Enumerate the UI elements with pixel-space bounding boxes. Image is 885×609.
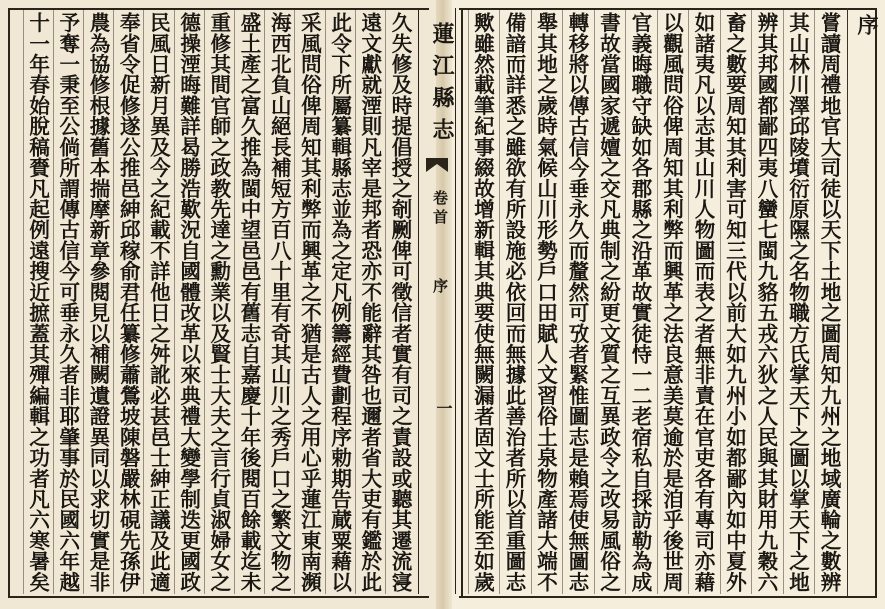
right-page-column-12: 歟雖然載筆紀事綴故增新輯其典要使無闕漏者固文士所能至如歲: [470, 12, 495, 592]
volume-label: 卷首: [431, 190, 449, 228]
column-rule: [783, 10, 784, 594]
left-page-column-6: 盛土產之富久推為閩中望邑邑有舊志自嘉慶十年後閱百餘載迄未: [237, 12, 261, 592]
left-page-column-10: 奉省令促修遂公推邑紳邱稼俞君任纂修蕭鶯坡陳磐嚴林硯先孫伊: [116, 12, 141, 592]
column-rule: [720, 10, 721, 594]
left-page-column-3: 此令下所屬纂輯縣志並為之定凡例籌經費劃程序勅期告蕆粟藉以: [327, 12, 352, 592]
column-rule: [23, 10, 24, 594]
column-rule: [204, 10, 205, 594]
column-rule: [83, 10, 84, 594]
left-page-column-1: 久失修及時提倡授之剞劂俾可徵信者實有司之責設或聽其遷流寖: [388, 12, 412, 592]
column-rule: [499, 10, 500, 594]
column-rule: [174, 10, 175, 594]
right-page-column-4: 畜之數要周知其利害可知三代以前大如九州小如都鄙內如中夏外: [722, 12, 747, 592]
column-rule: [53, 10, 54, 594]
left-page-column-5: 海西北負山絕長補短方百八十里有奇其山川之秀戶口之繁文物之: [267, 12, 292, 592]
page-number: 一: [434, 400, 453, 416]
right-page-column-5: 如諸夷凡以志其山川人物圖而表之者無非責在官吏各有專司亦藉: [691, 12, 715, 592]
right-page-column-1: 嘗讀周禮地官大司徒以天下土地之圖周知九州之地域廣輪之數辨: [817, 12, 841, 592]
left-page-column-2: 遠文獻就湮則凡宰是邦者恐亦不能辭其咎也邇者省大吏有鑑於此: [357, 12, 382, 592]
right-page-column-9: 轉移將以傳古信今垂永久而釐然可攷者緊惟圖志是賴焉使無圖志: [565, 12, 589, 592]
left-page-column-8: 德操湮晦難詳曷勝浩歎況自國體改革以來典禮大變學制迭更國政: [176, 12, 201, 592]
left-page-column-4: 采風問俗俾周知其利弊而興革之不猶是古人之用心乎蓮江東南瀕: [297, 12, 322, 592]
right-inner-border: [461, 8, 463, 596]
column-rule: [385, 10, 386, 594]
column-rule: [657, 10, 658, 594]
column-rule: [814, 10, 815, 594]
section-label: 序: [431, 278, 449, 293]
column-rule: [751, 10, 752, 594]
right-page-column-10: 舉其地之歲時氣候山川形勢戶口田賦人文習俗土泉物產諸大端不: [533, 12, 558, 592]
heading-column-border: [847, 8, 848, 596]
column-rule: [264, 10, 265, 594]
left-page-column-12: 予奪一秉至公倘所謂傳古信今可垂永久者非耶肇事於民國六年越: [55, 12, 80, 592]
column-rule: [625, 10, 626, 594]
column-rule: [688, 10, 689, 594]
column-rule: [468, 10, 469, 594]
column-rule: [531, 10, 532, 594]
book-title: 蓮江縣志: [429, 22, 455, 150]
fishtail-ornament: [426, 158, 448, 172]
column-rule: [143, 10, 144, 594]
column-rule: [294, 10, 295, 594]
right-page-column-7: 官義晦職守缺如各郡縣之沿革故實徒恃一二老宿私自採訪勒為成: [628, 12, 652, 592]
right-page-column-3: 辨其邦國都鄙四夷八蠻七閩九貉五戎六狄之人民與其財用九穀六: [754, 12, 778, 592]
right-page-column-8: 書故當國家遞嬗之交凡典制之紛更文質之互異政令之改易風俗之: [596, 12, 621, 592]
column-rule: [113, 10, 114, 594]
preface-heading: 序: [855, 14, 880, 35]
column-rule: [562, 10, 563, 594]
right-page-column-2: 其山林川澤邱陵墳衍原隰之名物職方氏掌天下之圖以掌天下之地: [785, 12, 810, 592]
column-rule: [325, 10, 326, 594]
right-page-column-6: 以觀風問俗俾周知其利弊而興革之法良意美莫逾於是洎乎後世周: [659, 12, 684, 592]
right-page-column-11: 備諳而詳悉之雖欲有所設施必依回而無據此善治者所以首重圖志: [502, 12, 526, 592]
left-page-column-7: 重修其間官師之政教先達之勳業以及賢士大夫之言行貞淑婦女之: [206, 12, 231, 592]
left-page-column-13: 十一年春始脫稿賚凡起例遠搜近摭蓋其殫編輯之功者凡六寒暑矣: [25, 12, 50, 592]
column-rule: [234, 10, 235, 594]
column-rule: [594, 10, 595, 594]
left-page-column-9: 民風日新月異及今之紀載不詳他日之舛訛必甚邑士紳正議及此適: [146, 12, 171, 592]
column-rule: [355, 10, 356, 594]
left-page-column-11: 農為協修根據舊本揣摩新章參閱見以補闕遺證異同以求切實是非: [86, 12, 110, 592]
